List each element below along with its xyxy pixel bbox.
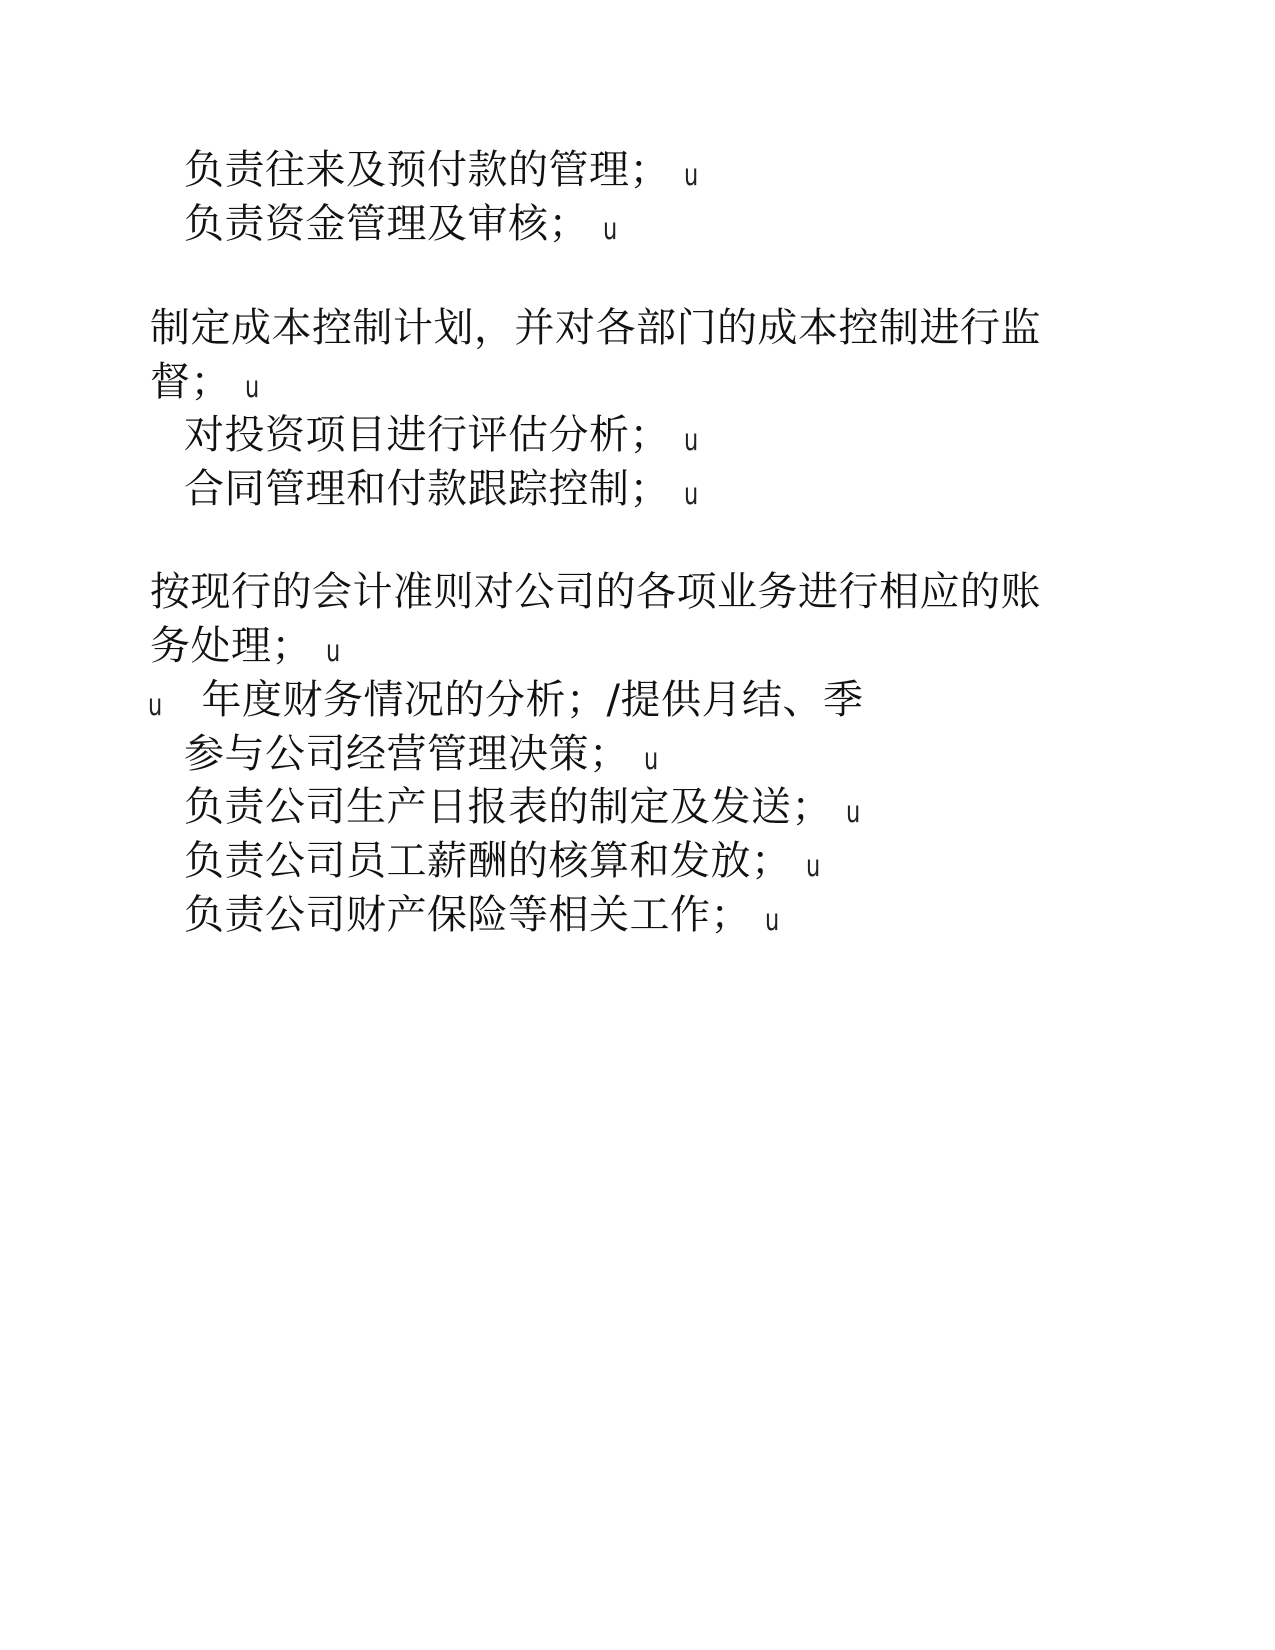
bullet-marker: u [805,849,821,884]
bullet-marker: u [846,795,861,830]
duty-text: 负责资金管理及审核； [184,201,589,247]
bullet-marker: u [603,212,618,247]
duty-text: 督； [150,359,231,405]
duty-line [184,783,866,837]
duty-line [184,411,704,465]
duty-line [184,465,704,519]
bullet-marker: u [643,742,659,777]
duty-line-continuation [150,358,265,412]
duty-line [184,730,663,784]
duty-text: 合同管理和付款跟踪控制； [184,466,670,512]
duty-text: 负责往来及预付款的管理； [184,147,670,193]
duty-line [150,304,1041,352]
bullet-marker: u [684,158,699,193]
bullet-marker: u [326,634,341,669]
duty-text: 负责公司生产日报表的制定及发送； [184,784,832,830]
duty-text: 负责公司员工薪酬的核算和发放； [184,838,792,884]
duty-line [150,568,1041,616]
duty-line [184,146,704,200]
duty-text: 对投资项目进行评估分析； [184,412,670,458]
duty-text: 负责公司财产保险等相关工作； [184,892,751,938]
bullet-marker: u [684,423,699,458]
duty-text: 年度财务情况的分析；/提供月结、季 [201,677,864,723]
duty-line [148,676,864,730]
duty-text: 务处理； [150,623,312,669]
duty-text: 制定成本控制计划，并对各部门的成本控制进行监 [150,305,1041,351]
duty-line-continuation [150,622,346,676]
duty-text: 按现行的会计准则对公司的各项业务进行相应的账 [150,569,1041,615]
bullet-marker: u [765,903,780,938]
duty-line [184,837,825,891]
bullet-marker: u [245,370,260,405]
duty-line [184,200,623,254]
bullet-marker: u [148,688,163,723]
duty-text: 参与公司经营管理决策； [184,731,630,777]
duty-line [184,891,785,945]
bullet-marker: u [684,477,699,512]
